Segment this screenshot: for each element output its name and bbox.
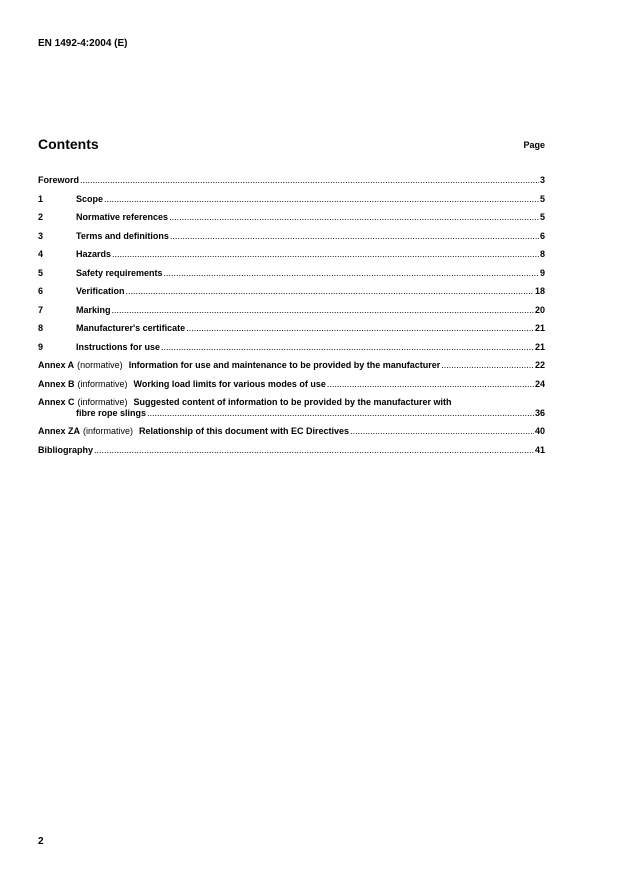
toc-leader-dots — [94, 445, 534, 456]
toc-entry-bibliography[interactable] — [38, 445, 545, 464]
toc-leader-dots — [186, 323, 534, 334]
annex-title: Relationship of this document with EC Directives — [139, 426, 350, 436]
annex-title: Information for use and maintenance to be provided by the manufacturer — [128, 360, 441, 370]
toc-entry-marking[interactable] — [38, 305, 545, 324]
toc-entry-number: 8 — [38, 323, 44, 333]
toc-entry-safety-requirements[interactable] — [38, 268, 545, 287]
toc-entry-annex-za[interactable] — [38, 426, 545, 445]
toc-entry-annex-a[interactable] — [38, 360, 545, 379]
toc-entry-page: 20 — [534, 304, 545, 315]
toc-entry-page: 36 — [534, 408, 545, 418]
footer-page-number: 2 — [38, 836, 44, 847]
toc-entry-title: Instructions for use — [76, 341, 161, 352]
toc-entry-page: 21 — [534, 323, 545, 333]
annex-type: (informative) — [77, 378, 128, 389]
toc-entry-number: 2 — [38, 212, 44, 222]
toc-entry-manufacturers-certificate[interactable] — [38, 323, 545, 342]
toc-leader-dots — [104, 194, 539, 205]
toc-entry-title: Marking — [76, 304, 111, 315]
toc-leader-dots — [164, 268, 539, 279]
toc-leader-dots — [161, 342, 534, 353]
toc-entry-page: 5 — [539, 212, 545, 222]
toc-leader-dots — [170, 231, 539, 242]
toc-entry-number: 1 — [38, 193, 44, 204]
toc-leader-dots — [112, 305, 534, 316]
toc-entry-page: 5 — [539, 193, 545, 204]
annex-label: Annex B — [38, 378, 75, 389]
annex-title: Suggested content of information to be provided by the manufacturer with — [133, 397, 452, 407]
toc-entry-title: Verification — [76, 286, 125, 296]
toc-entry-number: 3 — [38, 230, 44, 241]
toc-entry-instructions-for-use[interactable] — [38, 342, 545, 361]
toc-entry-page: 40 — [534, 426, 545, 436]
toc-leader-dots — [112, 249, 539, 260]
annex-title: Working load limits for various modes of use — [133, 378, 326, 389]
document-header: EN 1492-4:2004 (E) — [38, 38, 128, 49]
toc-entry-title: Safety requirements — [76, 267, 163, 278]
toc-entry-number: 9 — [38, 341, 44, 352]
toc-entry-number: 4 — [38, 249, 44, 259]
toc-entry-verification[interactable] — [38, 286, 545, 305]
toc-leader-dots — [169, 212, 539, 223]
toc-entry-page: 41 — [534, 444, 545, 455]
toc-entry-title: Foreword — [38, 175, 80, 185]
toc-entry-page: 21 — [534, 341, 545, 352]
toc-entry-title: Normative references — [76, 212, 169, 222]
toc-entry-annex-b[interactable] — [38, 379, 545, 398]
toc-leader-dots — [441, 360, 534, 371]
toc-entry-page: 18 — [534, 286, 545, 296]
toc-entry-page: 22 — [534, 360, 545, 370]
annex-label: Annex ZA — [38, 426, 81, 436]
annex-type: (informative) — [77, 397, 128, 407]
toc-entry-title: Manufacturer's certificate — [76, 323, 186, 333]
toc-leader-dots — [80, 175, 539, 186]
toc-entry-title: Scope — [76, 193, 104, 204]
annex-type: (informative) — [83, 426, 134, 436]
toc-entry-page: 3 — [539, 175, 545, 185]
toc-entry-terms-definitions[interactable] — [38, 231, 545, 250]
toc-entry-number: 6 — [38, 286, 44, 296]
toc-entry-normative-references[interactable] — [38, 212, 545, 231]
toc-entry-page: 8 — [539, 249, 545, 259]
toc-entry-title: Hazards — [76, 249, 112, 259]
toc-leader-dots — [350, 426, 534, 437]
toc-leader-dots — [126, 286, 534, 297]
toc-entry-page: 9 — [539, 267, 545, 278]
toc-entry-page: 6 — [539, 230, 545, 241]
table-of-contents — [38, 175, 545, 463]
toc-entry-scope[interactable] — [38, 194, 545, 213]
toc-entry-title: Terms and definitions — [76, 230, 169, 241]
annex-title-continuation: fibre rope slings — [76, 408, 147, 418]
annex-type: (normative) — [77, 360, 123, 370]
toc-entry-foreword[interactable] — [38, 175, 545, 194]
toc-leader-dots — [327, 379, 534, 390]
toc-entry-title: Bibliography — [38, 444, 94, 455]
toc-entry-page: 24 — [534, 378, 545, 389]
toc-entry-number: 5 — [38, 267, 44, 278]
contents-heading: Contents — [38, 136, 99, 152]
toc-entry-hazards[interactable] — [38, 249, 545, 268]
annex-label: Annex A — [38, 360, 75, 370]
toc-entry-number: 7 — [38, 304, 44, 315]
page-column-label: Page — [523, 140, 545, 150]
toc-leader-dots — [147, 408, 534, 419]
annex-label: Annex C — [38, 397, 75, 407]
toc-entry-annex-c[interactable] — [38, 397, 545, 426]
